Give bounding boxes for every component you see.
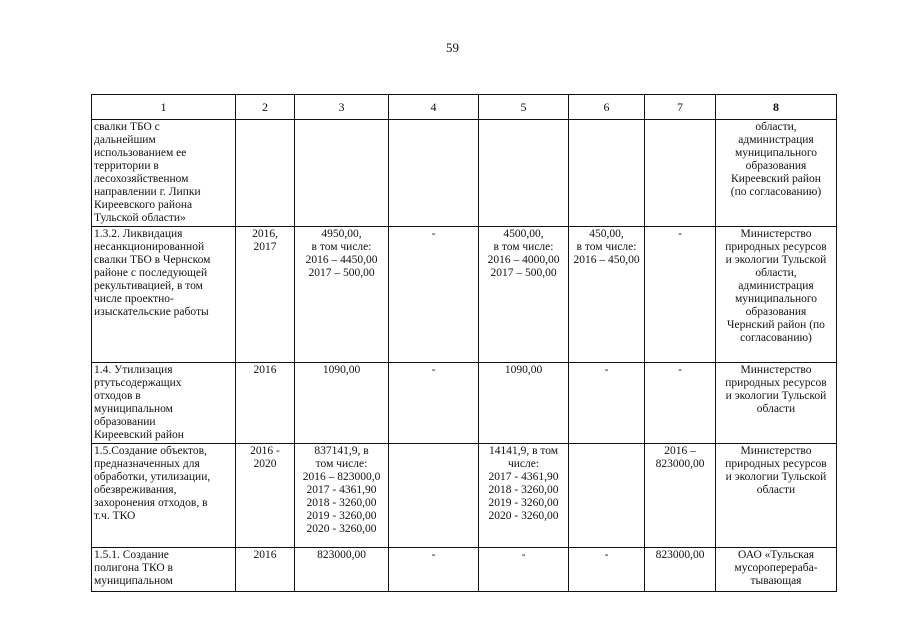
cell-line: (по согласованию): [730, 186, 822, 198]
cell-col-5: [479, 444, 569, 548]
cell-col-4: [389, 120, 479, 227]
cell-line: Киреевского района: [94, 199, 193, 211]
cell-col-5: [479, 227, 569, 363]
cell-line: 14141,9, в том: [488, 445, 559, 457]
cell-col-1: [92, 548, 236, 592]
cell-line: в том числе:: [576, 241, 637, 253]
table-row: [92, 363, 837, 444]
cell-line: и экологии Тульской: [725, 390, 827, 402]
cell-line: администрация: [738, 280, 814, 292]
cell-col-8: [716, 120, 837, 227]
cell-col-6: [569, 363, 645, 444]
header-col-5: 5: [479, 95, 569, 120]
cell-line: 1.5.Создание объектов,: [94, 445, 207, 457]
cell-line: изыскательские работы: [94, 306, 209, 318]
cell-col-3: [295, 363, 389, 444]
cell-line: рекультивацией, в том: [94, 280, 203, 292]
cell-line: числе:: [507, 458, 540, 470]
cell-line: 1.5.1. Создание: [94, 549, 169, 561]
cell-line: 2016 – 4000,00: [487, 254, 560, 266]
cell-line: 2016 -: [250, 445, 280, 457]
cell-line: -: [604, 549, 609, 561]
header-col-1: 1: [92, 95, 236, 120]
cell-col-3: [295, 444, 389, 548]
header-col-3: 3: [295, 95, 389, 120]
cell-line: 837141,9, в: [314, 445, 369, 457]
cell-line: области,: [755, 267, 797, 279]
cell-line: Киреевский район: [731, 173, 821, 185]
page-number: 59: [446, 40, 459, 55]
header-col-8: 8: [716, 95, 837, 120]
cell-col-5: [479, 363, 569, 444]
cell-line: 2016: [253, 549, 277, 561]
cell-col-7: 2016 – 823000,00: [645, 444, 716, 548]
cell-line: 2020 - 3260,00: [488, 510, 559, 522]
cell-col-6: [569, 120, 645, 227]
cell-line: Министерство: [740, 445, 812, 457]
cell-line: ОАО «Тульская: [738, 549, 814, 561]
cell-line: -: [604, 364, 609, 376]
cell-col-2: [236, 548, 295, 592]
cell-line: 450,00,: [589, 228, 624, 240]
cell-line: 2017 - 4361,90: [306, 484, 377, 496]
cell-col-2: [236, 363, 295, 444]
cell-line: 2017 – 500,00: [308, 267, 375, 279]
cell-line: 2017 – 500,00: [490, 267, 557, 279]
cell-col-2: [236, 120, 295, 227]
cell-col-8: [716, 227, 837, 363]
cell-line: образования: [745, 160, 807, 172]
header-row: [92, 95, 837, 120]
cell-line: том числе:: [315, 458, 368, 470]
cell-line: отходов в: [94, 390, 141, 402]
cell-line: Министерство: [740, 228, 812, 240]
header-col-2: 2: [236, 95, 295, 120]
table-row: [92, 120, 837, 227]
cell-col-8: [716, 363, 837, 444]
measures-table: [91, 94, 837, 592]
cell-line: 2018 - 3260,00: [488, 484, 559, 496]
cell-col-8: [716, 444, 837, 548]
cell-col-7: -: [645, 227, 716, 363]
cell-line: Чернский район (по: [727, 319, 825, 331]
cell-line: природных ресурсов: [725, 458, 827, 470]
cell-col-8: [716, 548, 837, 592]
cell-line: территории в: [94, 160, 159, 172]
cell-line: Министерство: [740, 364, 812, 376]
cell-line: 2017: [253, 241, 277, 253]
cell-line: 2019 - 3260,00: [306, 510, 377, 522]
cell-line: районе с последующей: [94, 267, 208, 279]
cell-line: 2017 - 4361,90: [488, 471, 559, 483]
cell-col-1: [92, 227, 236, 363]
cell-line: т.ч. ТКО: [94, 510, 136, 522]
cell-col-1: [92, 363, 236, 444]
cell-line: ртутьсодержащих: [94, 377, 182, 389]
cell-line: обезвреживания,: [94, 484, 177, 496]
cell-line: числе проектно-: [94, 293, 174, 305]
cell-line: -: [521, 549, 526, 561]
cell-line: 2020: [253, 458, 277, 470]
table-row: [92, 444, 837, 548]
cell-line: области: [756, 484, 796, 496]
cell-col-2: [236, 444, 295, 548]
cell-line: свалки ТБО с: [94, 121, 160, 133]
table-row: [92, 548, 837, 592]
cell-line: захоронения отходов, в: [94, 497, 208, 509]
cell-col-6: [569, 227, 645, 363]
header-col-6: 6: [569, 95, 645, 120]
cell-col-1: [92, 444, 236, 548]
cell-line: и экологии Тульской: [725, 254, 827, 266]
cell-line: 4950,00,: [321, 228, 362, 240]
cell-line: 2016 – 4450,00: [305, 254, 378, 266]
cell-line: 1090,00: [504, 364, 543, 376]
cell-col-1: [92, 120, 236, 227]
cell-line: образования: [745, 306, 807, 318]
cell-line: Киреевский район: [94, 429, 184, 441]
cell-line: 2020 - 3260,00: [306, 523, 377, 535]
cell-line: 2016 – 823000,0: [302, 471, 381, 483]
cell-line: обработки, утилизации,: [94, 471, 211, 483]
table-row: [92, 227, 837, 363]
cell-line: образовании: [94, 416, 156, 428]
cell-line: 1.4. Утилизация: [94, 364, 173, 376]
cell-col-4: [389, 444, 479, 548]
cell-col-7: 823000,00: [645, 548, 716, 592]
cell-line: свалки ТБО в Чернском: [94, 254, 211, 266]
cell-col-3: [295, 227, 389, 363]
cell-line: лесохозяйственном: [94, 173, 189, 185]
header-col-4: 4: [389, 95, 479, 120]
cell-line: муниципального: [734, 147, 818, 159]
cell-col-5: [479, 120, 569, 227]
cell-line: природных ресурсов: [725, 377, 827, 389]
cell-col-4: -: [389, 227, 479, 363]
cell-line: мусоропереpаба-: [734, 562, 818, 574]
cell-line: согласованию): [740, 332, 812, 344]
cell-line: 2016: [253, 364, 277, 376]
cell-col-3: [295, 548, 389, 592]
cell-col-4: -: [389, 548, 479, 592]
cell-line: 2019 - 3260,00: [488, 497, 559, 509]
cell-line: и экологии Тульской: [725, 471, 827, 483]
cell-line: полигона ТКО в: [94, 562, 173, 574]
cell-col-6: [569, 444, 645, 548]
cell-line: муниципальном: [94, 403, 173, 415]
cell-line: 2016 – 450,00: [573, 254, 640, 266]
cell-line: 823000,00: [317, 549, 366, 561]
cell-col-6: [569, 548, 645, 592]
cell-line: тывающая: [750, 575, 802, 587]
cell-line: Тульской области»: [94, 212, 186, 224]
cell-line: области: [756, 403, 796, 415]
cell-line: муниципальном: [94, 575, 173, 587]
cell-line: 1090,00: [322, 364, 361, 376]
cell-line: администрация: [738, 134, 814, 146]
cell-line: несанкционированной: [94, 241, 205, 253]
cell-col-4: -: [389, 363, 479, 444]
cell-line: 1.3.2. Ликвидация: [94, 228, 183, 240]
cell-line: предназначенных для: [94, 458, 200, 470]
header-col-7: 7: [645, 95, 716, 120]
cell-line: природных ресурсов: [725, 241, 827, 253]
cell-col-2: [236, 227, 295, 363]
cell-line: в том числе:: [311, 241, 372, 253]
cell-col-3: [295, 120, 389, 227]
cell-line: использованием ее: [94, 147, 187, 159]
cell-line: в том числе:: [493, 241, 554, 253]
cell-line: направлении г. Липки: [94, 186, 201, 198]
cell-col-7: -: [645, 363, 716, 444]
cell-line: области,: [755, 121, 797, 133]
cell-line: 2016,: [252, 228, 278, 240]
cell-line: дальнейшим: [94, 134, 156, 146]
cell-line: муниципального: [734, 293, 818, 305]
cell-col-5: [479, 548, 569, 592]
cell-col-7: [645, 120, 716, 227]
cell-line: 4500,00,: [503, 228, 544, 240]
cell-line: 2018 - 3260,00: [306, 497, 377, 509]
